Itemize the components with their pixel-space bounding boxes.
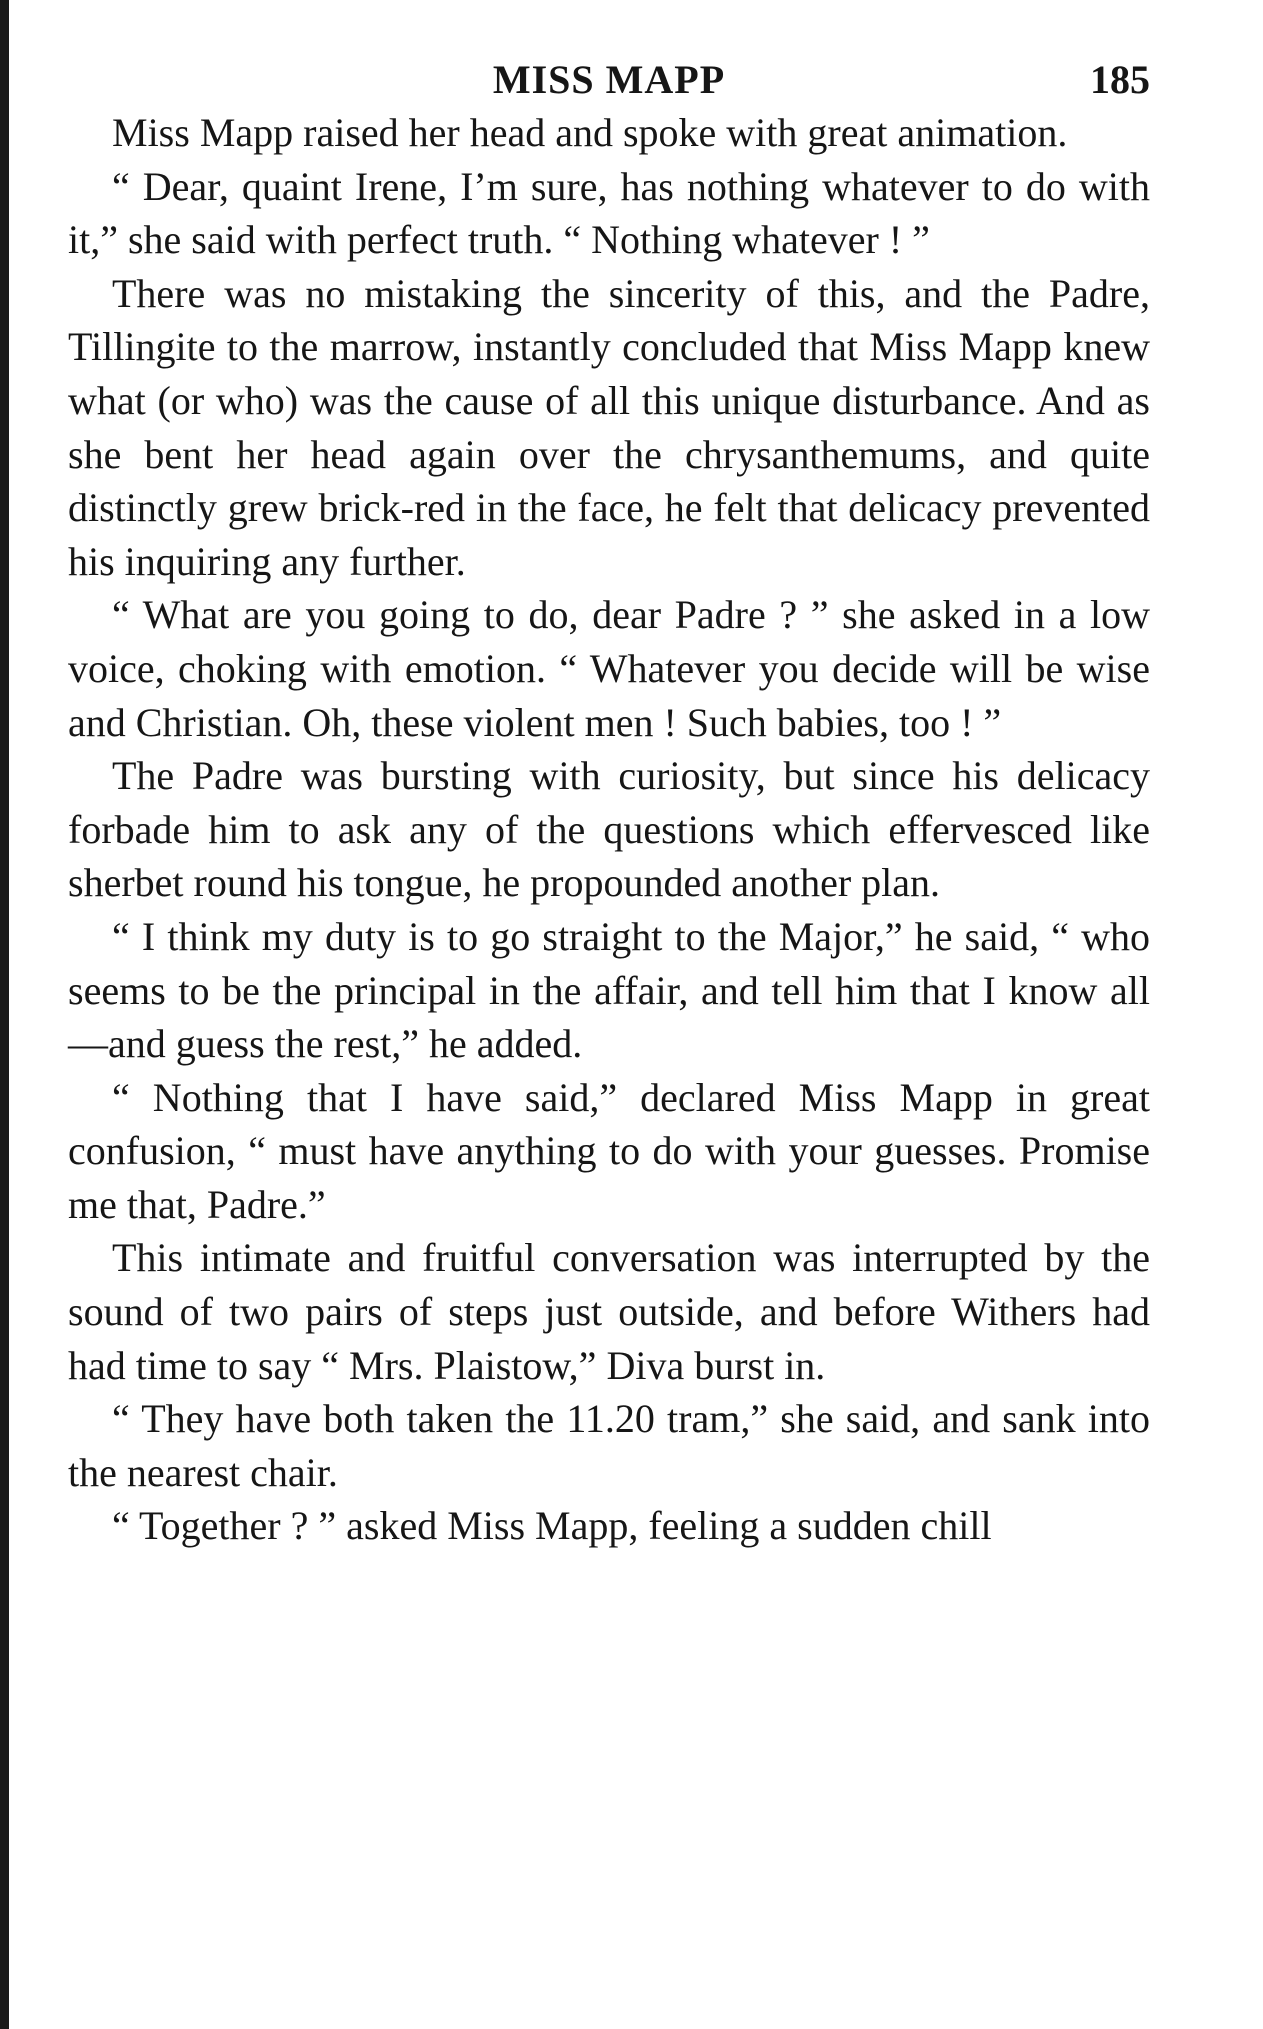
paragraph-5: The Padre was bursting with curiosity, but since his delicacy forbade him to ask any of the questions which effervesced like sherbet round his tongue, he propounded another plan.	[68, 753, 1150, 906]
paragraph-10: “ Together ? ” asked Miss Mapp, feeling a sudden chill	[112, 1503, 992, 1549]
paragraph-6: “ I think my duty is to go straight to the Major,” he said, “ who seems to be the principal in the affair, and tell him that I know all—and guess the rest,” he added.	[68, 913, 1150, 1067]
paragraph-8: This intimate and fruitful conversation was interrupted by the sound of two pairs of steps just outside, and before Withers had had time to say “ Mrs. Plaistow,” Diva burst in.	[68, 1235, 1150, 1388]
paragraph-9: “ They have both taken the 11.20 tram,” she said, and sank into the nearest chair.	[68, 1396, 1150, 1495]
body-text	[68, 106, 1150, 1553]
paragraph-1: Miss Mapp raised her head and spoke with great animation.	[112, 110, 1068, 155]
paragraph-3: There was no mistaking the sincerity of this, and the Padre, Tillingite to the marrow, instantly concluded that Miss Mapp knew what (or who) was the cause of all this unique disturbance. And as she bent her head again over the chrysanthemums, and quite distinctly grew brick-red in the face, he felt that delicacy prevented his inquiring any further.	[68, 270, 1150, 584]
page-number: 185	[1090, 57, 1150, 102]
paragraph-2: “ Dear, quaint Irene, I’m sure, has nothing whatever to do with it,” she said with perfect truth. “ Nothing whatever ! ”	[68, 163, 1150, 263]
paragraph-4: “ What are you going to do, dear Padre ? ” she asked in a low voice, choking with emotion. “ Whatever you decide will be wise and Christian. Oh, these violent men ! Such babies, too ! ”	[68, 592, 1150, 745]
running-title: MISS MAPP	[492, 57, 726, 102]
paragraph-7: “ Nothing that I have said,” declared Miss Mapp in great confusion, “ must have anything to do with your guesses. Promise me that, Padre.”	[68, 1074, 1150, 1227]
running-head	[68, 54, 1150, 106]
binding-edge-line	[0, 0, 9, 2029]
book-page	[68, 54, 1150, 1553]
